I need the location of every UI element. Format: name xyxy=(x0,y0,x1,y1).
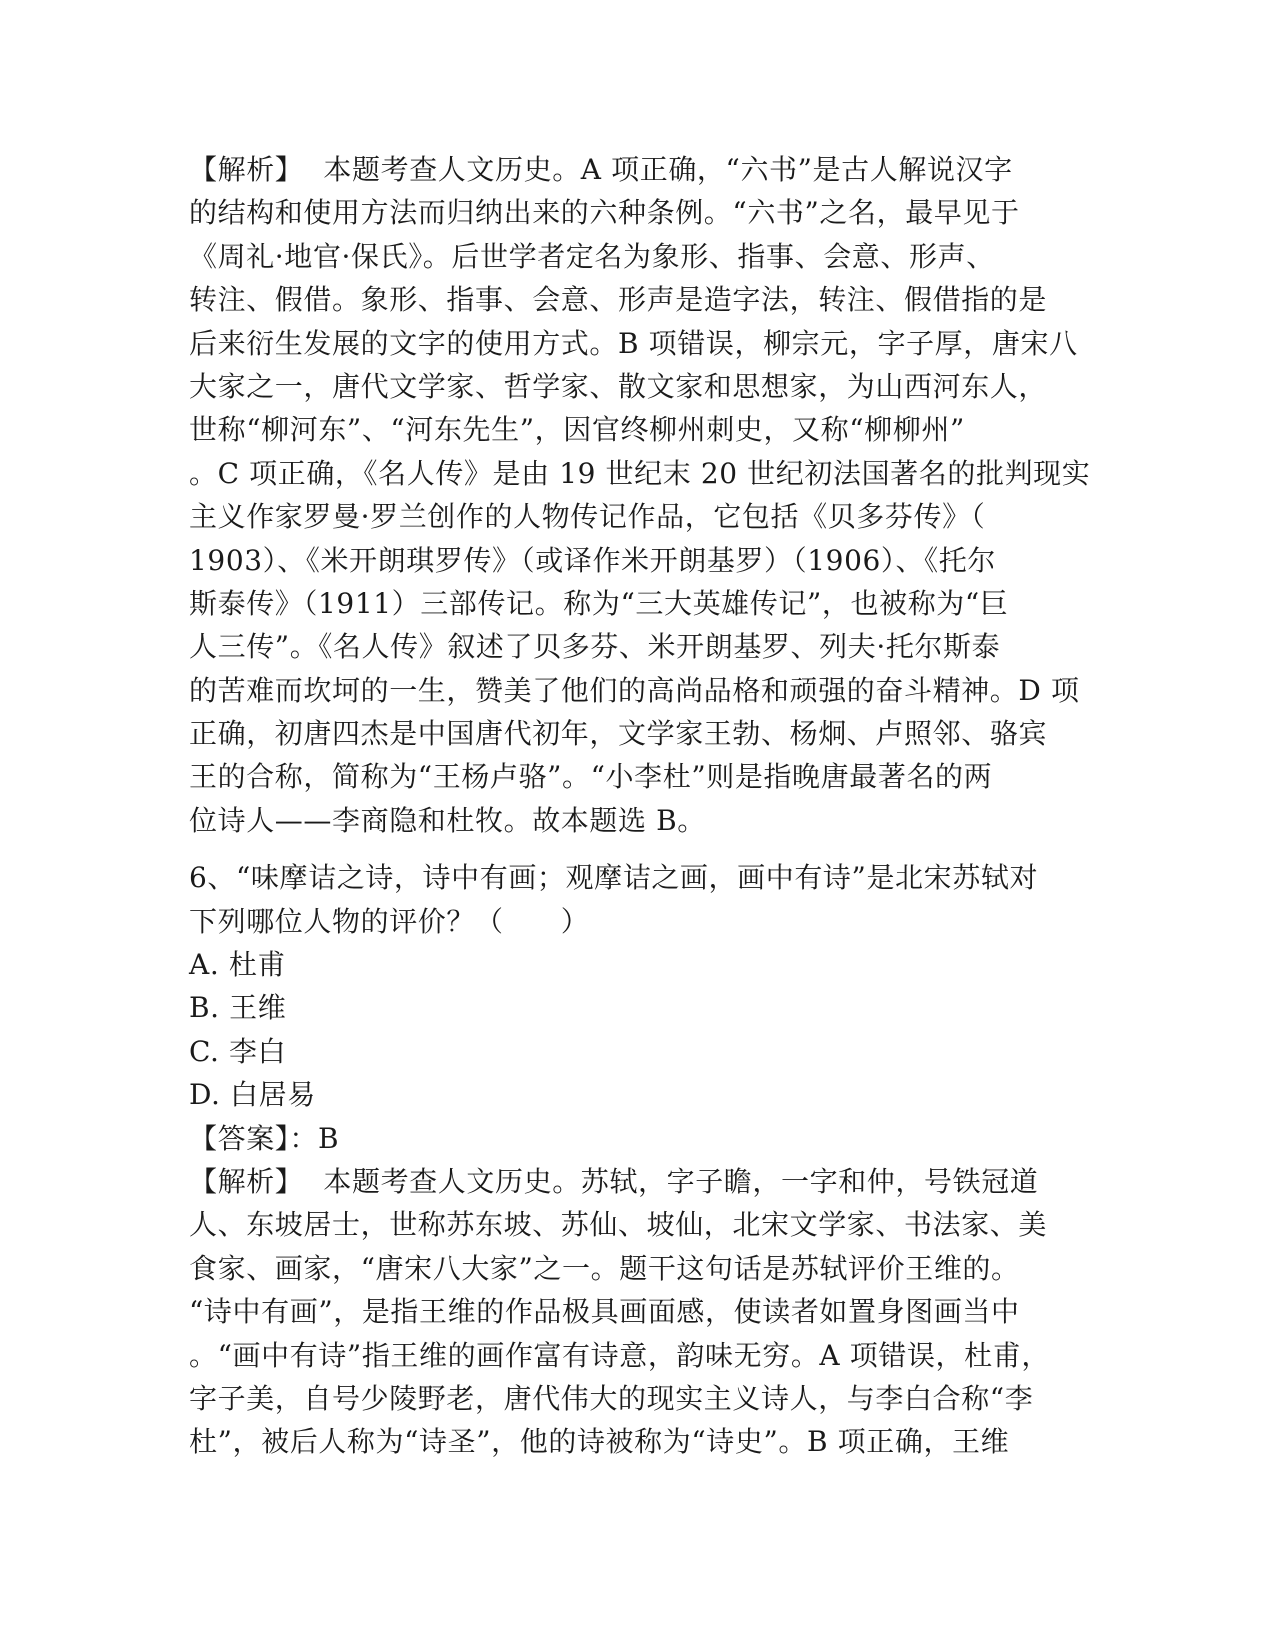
question-6 xyxy=(189,856,1089,1160)
text-line: 。C 项正确，《名人传》是由 19 世纪末 20 世纪初法国著名的批判现实 xyxy=(189,456,1091,490)
question-stem-line: 下列哪位人物的评价？（ ） xyxy=(189,904,590,938)
text-line: 正确，初唐四杰是中国唐代初年，文学家王勃、杨炯、卢照邻、骆宾 xyxy=(189,717,1048,751)
analysis-block-q6 xyxy=(189,1160,1089,1464)
text-line: 的苦难而坎坷的一生，赞美了他们的高尚品格和顽强的奋斗精神。D 项 xyxy=(189,673,1080,707)
text-line: 食家、画家，“唐宋八大家”之一。题干这句话是苏轼评价王维的。 xyxy=(189,1251,1020,1285)
text-line: 【解析】 本题考查人文历史。苏轼，字子瞻，一字和仲，号铁冠道 xyxy=(189,1160,1089,1203)
text-line: 后来衍生发展的文字的使用方式。B 项错误，柳宗元，字子厚，唐宋八 xyxy=(189,326,1078,360)
analysis-label: 【解析】 xyxy=(189,1164,304,1198)
spacer xyxy=(189,842,1089,856)
text-line: 斯泰传》（1911）三部传记。称为“三大英雄传记”，也被称为“巨 xyxy=(189,586,1009,620)
text-line: 人三传”。《名人传》叙述了贝多芬、米开朗基罗、列夫·托尔斯泰 xyxy=(189,630,1001,664)
text-line: 王的合称，简称为“王杨卢骆”。“小李杜”则是指晚唐最著名的两 xyxy=(189,760,993,794)
text-line: 人、东坡居士，世称苏东坡、苏仙、坡仙，北宋文学家、书法家、美 xyxy=(189,1208,1048,1242)
option-a: A. 杜甫 xyxy=(189,948,287,982)
text-line: 大家之一，唐代文学家、哲学家、散文家和思想家，为山西河东人， xyxy=(189,369,1048,403)
analysis-block-q5 xyxy=(189,148,1089,842)
text-line: 字子美，自号少陵野老，唐代伟大的现实主义诗人，与李白合称“李 xyxy=(189,1381,1034,1415)
text-line: 。“画中有诗”指王维的画作富有诗意，韵味无穷。A 项错误，杜甫， xyxy=(189,1338,1050,1372)
document-body xyxy=(189,148,1089,1464)
text-line: 主义作家罗曼·罗兰创作的人物传记作品，它包括《贝多芬传》（ xyxy=(189,500,986,534)
text-line: 杜”，被后人称为“诗圣”，他的诗被称为“诗史”。B 项正确，王维 xyxy=(189,1425,1010,1459)
option-c: C. 李白 xyxy=(189,1034,287,1068)
answer-line: 【答案】：B xyxy=(189,1121,340,1155)
text-line: “诗中有画”，是指王维的作品极具画面感，使读者如置身图画当中 xyxy=(189,1295,1020,1329)
text-line: 【解析】 本题考查人文历史。A 项正确，“六书”是古人解说汉字 xyxy=(189,148,1089,191)
option-d: D. 白居易 xyxy=(189,1078,316,1112)
text-line: 世称“柳河东”、“河东先生”，因官终柳州刺史，又称“柳柳州” xyxy=(189,413,965,447)
question-stem-line: 6、“味摩诘之诗，诗中有画；观摩诘之画，画中有诗”是北宋苏轼对 xyxy=(189,861,1039,895)
analysis-label: 【解析】 xyxy=(189,153,304,186)
text-line: 转注、假借。象形、指事、会意、形声是造字法，转注、假借指的是 xyxy=(189,283,1048,317)
text-line: 的结构和使用方法而归纳出来的六种条例。“六书”之名，最早见于 xyxy=(189,196,1020,230)
text-line: 1903）、《米开朗琪罗传》（或译作米开朗基罗）（1906）、《托尔 xyxy=(189,543,996,577)
text-line: 位诗人——李商隐和杜牧。故本题选 B。 xyxy=(189,803,706,837)
option-b: B. 王维 xyxy=(189,991,287,1025)
text-line: 《周礼·地官·保氏》。后世学者定名为象形、指事、会意、形声、 xyxy=(189,239,995,273)
